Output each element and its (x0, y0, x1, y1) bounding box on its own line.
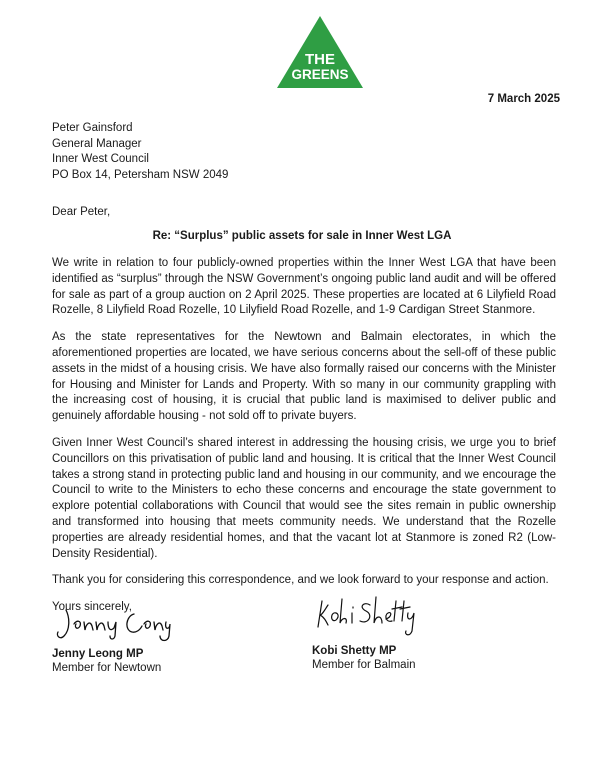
greens-logo (275, 14, 365, 90)
body-paragraph: We write in relation to four publicly-owned properties within the Inner West LGA that have been identified as “surplus” through the NSW Government’s ongoing public land audit and will be offered for sale as part of a group auction on 2 April 2025. These properties are located at 6 Lilyfield Road Rozelle, 8 Lilyfield Road Rozelle, 10 Lilyfield Road Rozelle, and 1-9 Cardigan Street Stanmore. (52, 257, 556, 317)
body-paragraph: As the state representatives for the Newtown and Balmain electorates, in which the aforementioned properties are located, we have serious concerns about the sell-off of these public assets in the midst of a housing crisis. We have also formally raised our concerns with the Minister for Housing and Minister for Lands and Property. With so many in our community grappling with the increasing cost of housing, it is crucial that public land is maximised to deliver public and genuinely affordable housing - not sold off to private buyers. (52, 331, 556, 423)
closing: Yours sincerely, (52, 601, 132, 614)
salutation: Dear Peter, (52, 206, 111, 218)
logo-line-1: THE (305, 51, 335, 68)
body-paragraph: Thank you for considering this correspondence, and we look forward to your response and action. (52, 574, 549, 587)
signature-kobi-shetty (312, 591, 422, 641)
body-paragraph: Given Inner West Council’s shared interest in addressing the housing crisis, we urge you to brief Councillors on this privatisation of public land and housing. It is critical that the Inner West Council takes a strong stand in protecting public land and housing in our community, and we encourage the Council to write to the Ministers to echo these concerns and encourage the state government to explore potential collaborations with Council that would see the sites remain in public ownership and transformed into housing that meets community needs. We understand that the Rozelle properties are already residential homes, and that the vacant lot at Stanmore is zoned R2 (Low-Density Residential). (52, 436, 556, 560)
signatory-role: Member for Newtown (52, 662, 162, 674)
signatory-left (52, 604, 172, 674)
subject-line: Re: “Surplus” public assets for sale in Inner West LGA (152, 230, 452, 242)
signature-jenny-leong (52, 604, 172, 644)
signatory-right (312, 591, 422, 671)
recipient-address (52, 121, 228, 183)
logo-line-2: GREENS (291, 67, 349, 82)
signatory-name: Jenny Leong MP (52, 648, 144, 660)
letter-body (52, 256, 556, 627)
recipient-title: General Manager (52, 137, 142, 150)
signatory-name: Kobi Shetty MP (312, 645, 397, 657)
recipient-organisation: Inner West Council (52, 153, 149, 165)
letter-date: 7 March 2025 (487, 93, 560, 105)
recipient-name: Peter Gainsford (52, 122, 133, 134)
recipient-postal-address: PO Box 14, Petersham NSW 2049 (52, 168, 229, 181)
signatory-role: Member for Balmain (312, 659, 416, 671)
